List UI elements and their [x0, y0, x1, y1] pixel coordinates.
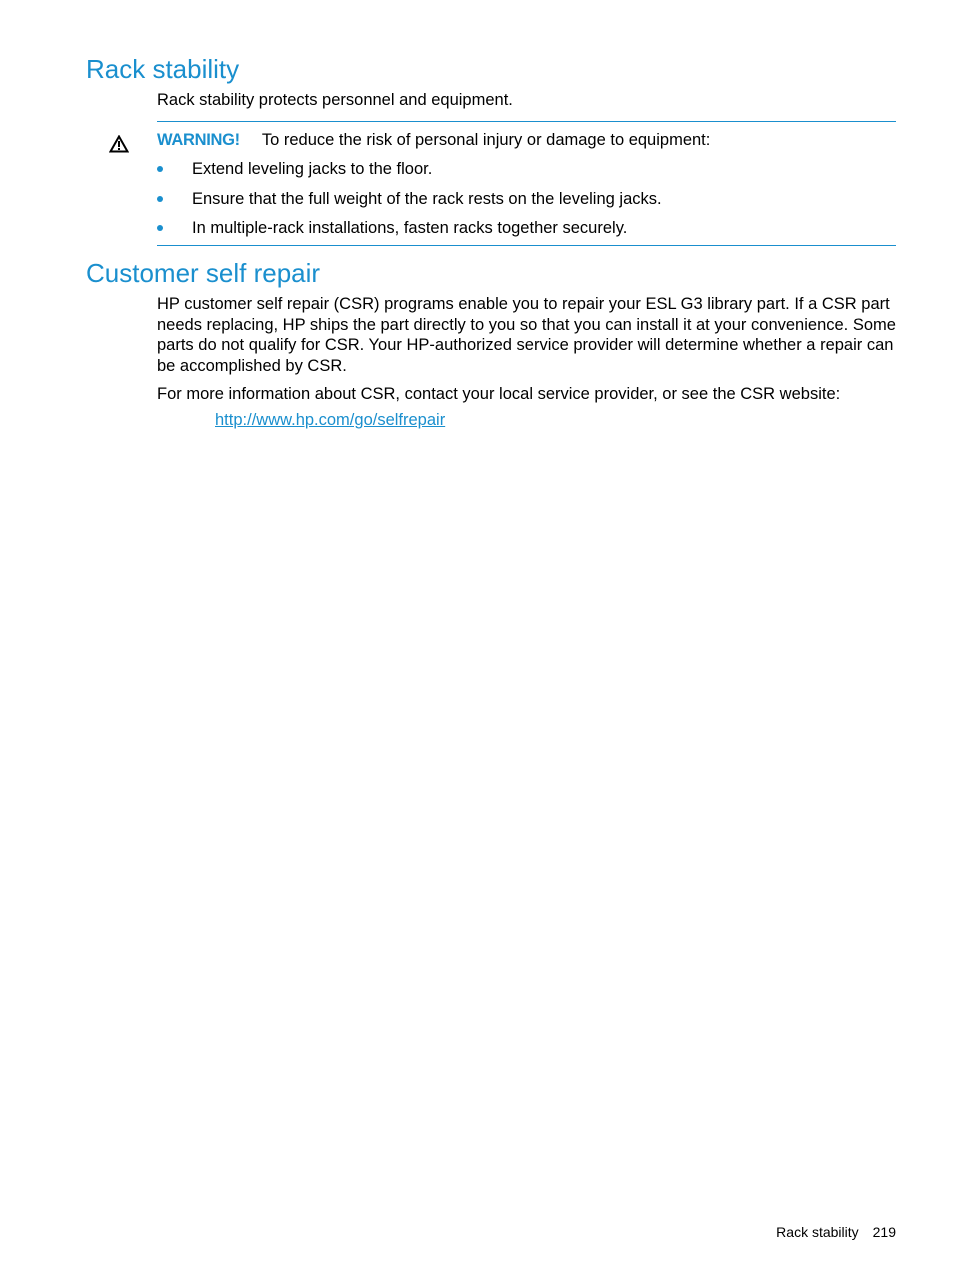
section-heading-rack-stability: Rack stability [86, 54, 240, 84]
warning-label: WARNING! [157, 131, 240, 149]
bullet-icon [157, 166, 163, 172]
list-item-text: In multiple-rack installations, fasten racks together securely. [192, 219, 628, 237]
warning-box [157, 121, 896, 246]
rack-stability-intro: Rack stability protects personnel and equipment. [157, 91, 513, 109]
warning-triangle-icon [109, 135, 129, 153]
list-item [157, 188, 662, 218]
bullet-icon [157, 225, 163, 231]
csr-description: HP customer self repair (CSR) programs enable you to repair your ESL G3 library part. If a CSR part needs replacing, HP ships the part directly to you so that you can install it at your convenience. Some parts do not qualify for CSR. Your HP-authorized service provider will determine whether a repair can be accomplished by CSR. [157, 295, 896, 375]
bullet-icon [157, 196, 163, 202]
list-item [157, 217, 662, 247]
warning-line [157, 129, 710, 151]
warning-list [157, 158, 662, 247]
section-heading-customer-self-repair: Customer self repair [86, 258, 321, 288]
list-item [157, 158, 662, 188]
page-footer [776, 1222, 896, 1242]
csr-website-link[interactable]: http://www.hp.com/go/selfrepair [215, 411, 446, 429]
list-item-text: Extend leveling jacks to the floor. [192, 160, 433, 178]
list-item-text: Ensure that the full weight of the rack rests on the leveling jacks. [192, 189, 662, 208]
warning-text: To reduce the risk of personal injury or damage to equipment: [261, 131, 711, 149]
page-number: 219 [872, 1224, 896, 1240]
csr-more-info: For more information about CSR, contact your local service provider, or see the CSR website: [157, 385, 841, 403]
footer-section-title: Rack stability [776, 1224, 859, 1240]
